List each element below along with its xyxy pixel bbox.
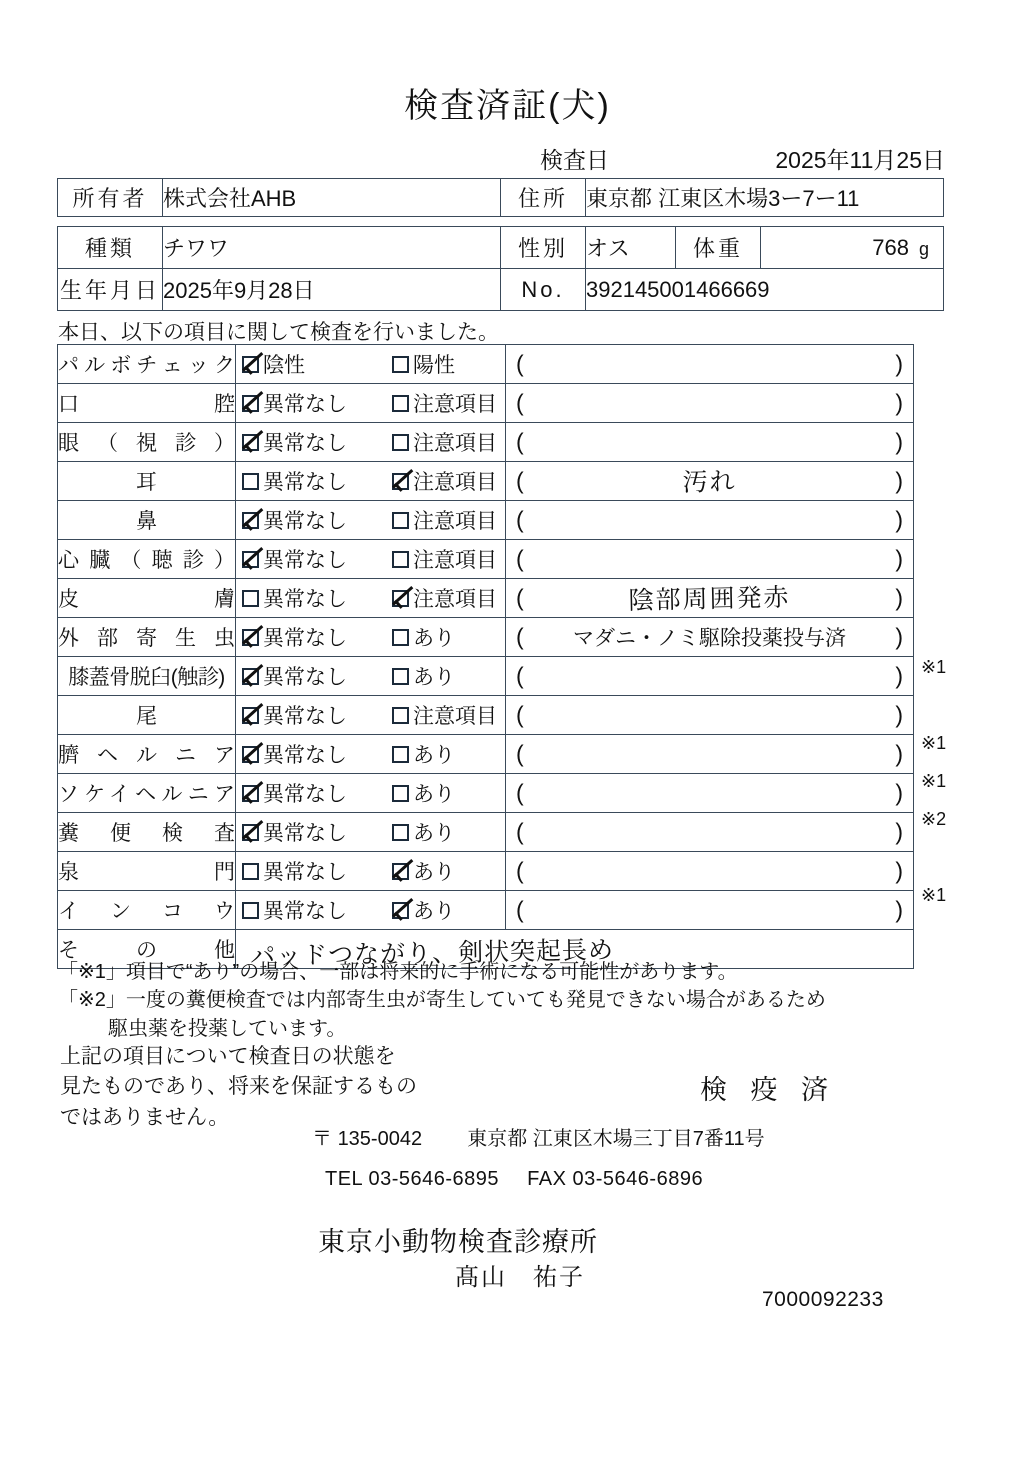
checkbox-option-1[interactable] — [242, 505, 392, 535]
checklist-row — [58, 657, 914, 696]
checkbox-option-label: あり — [413, 627, 455, 650]
checkbox-option-label: あり — [413, 861, 455, 884]
checkbox-option-label: 異常なし — [263, 471, 347, 494]
checkbox-option-label: 異常なし — [263, 510, 347, 533]
checklist-options-cell — [236, 540, 506, 579]
checked-checkbox-icon[interactable] — [392, 473, 409, 490]
no-label: No. — [501, 269, 586, 311]
checked-checkbox-icon[interactable] — [242, 434, 259, 451]
serial-number: 7000092233 — [762, 1288, 884, 1311]
empty-checkbox-icon[interactable] — [242, 902, 259, 919]
empty-checkbox-icon[interactable] — [242, 863, 259, 880]
checklist-note-cell — [506, 696, 914, 735]
checkbox-option-1[interactable] — [242, 544, 392, 574]
checkbox-option-label: 異常なし — [263, 783, 347, 806]
table-row — [58, 269, 944, 311]
checklist-row — [58, 618, 914, 657]
checkbox-option-label: 注意項目 — [413, 393, 497, 416]
checkbox-option-1[interactable] — [242, 388, 392, 418]
checked-checkbox-icon[interactable] — [242, 668, 259, 685]
checklist-note-cell — [506, 891, 914, 930]
checked-checkbox-icon[interactable] — [392, 902, 409, 919]
checklist-row — [58, 423, 914, 462]
handwritten-note: 陰部周囲発赤 — [628, 582, 791, 615]
checkbox-option-2[interactable] — [392, 583, 497, 613]
checkbox-option-1[interactable] — [242, 583, 392, 613]
checkbox-option-label: あり — [413, 783, 455, 806]
paren-right: ) — [895, 857, 903, 884]
checkbox-option-label: 注意項目 — [413, 432, 497, 455]
paren-left: ( — [516, 584, 524, 611]
weight-value: 768 — [872, 234, 909, 260]
paren-right: ) — [895, 896, 903, 923]
paren-right: ) — [895, 584, 903, 611]
checkbox-option-1[interactable] — [242, 895, 392, 925]
checkbox-option-label: あり — [413, 900, 455, 923]
checklist-item-label: 尾 — [58, 696, 236, 735]
checklist-note-cell — [506, 501, 914, 540]
checklist-note-cell — [506, 774, 914, 813]
checkbox-option-label: 異常なし — [263, 588, 347, 611]
checklist-options-cell — [236, 891, 506, 930]
checklist-note-cell — [506, 852, 914, 891]
birthdate-label: 生年月日 — [58, 269, 163, 311]
checkbox-option-2[interactable] — [392, 544, 497, 574]
checklist-options-cell — [236, 462, 506, 501]
table-row — [58, 179, 944, 217]
checkbox-option-label: 陽性 — [413, 354, 455, 377]
checklist-item-label: 泉 門 — [58, 852, 236, 891]
footnote-marker: ※2 — [921, 809, 947, 829]
breed-label: 種類 — [58, 227, 163, 269]
owner-table — [57, 178, 944, 217]
checkbox-option-label: 異常なし — [263, 705, 347, 728]
checkbox-option-1[interactable] — [242, 856, 392, 886]
footnote-1: 「※1」項目で“あり”の場合、一部は将来的に手術になる可能性があります。 — [58, 961, 738, 983]
checklist-row — [58, 891, 914, 930]
paren-right: ) — [895, 389, 903, 416]
checkbox-option-label: 異常なし — [263, 627, 347, 650]
footnote-marker: ※1 — [921, 733, 947, 753]
handwritten-note: 汚れ — [682, 466, 737, 497]
empty-checkbox-icon[interactable] — [392, 668, 409, 685]
checklist-options-cell — [236, 618, 506, 657]
checklist-note-cell — [506, 579, 914, 618]
paren-left: ( — [516, 623, 524, 650]
sex-value: オス — [586, 227, 676, 269]
checklist-row — [58, 579, 914, 618]
sex-label: 性別 — [501, 227, 586, 269]
footnote-marker — [915, 458, 1005, 496]
weight-label: 体重 — [676, 227, 761, 269]
checklist-note: マダニ・ノミ駆除投薬投与済 — [573, 627, 846, 650]
checkbox-option-2[interactable] — [392, 622, 455, 652]
checkbox-option-1[interactable] — [242, 817, 392, 847]
checklist-item-label: 口 腔 — [58, 384, 236, 423]
no-value: 392145001466669 — [586, 269, 944, 311]
footnote-marker — [915, 838, 1005, 876]
checkbox-option-2[interactable] — [392, 505, 497, 535]
checklist-row — [58, 813, 914, 852]
checkbox-option-label: 異常なし — [263, 900, 347, 923]
checked-checkbox-icon[interactable] — [392, 863, 409, 880]
paren-left: ( — [516, 740, 524, 767]
paren-left: ( — [516, 857, 524, 884]
paren-left: ( — [516, 350, 524, 377]
footnote-marker: ※1 — [921, 771, 947, 791]
checklist-row — [58, 345, 914, 384]
postal-mark-icon: 〒 — [312, 1128, 332, 1150]
paren-left: ( — [516, 701, 524, 728]
animal-table — [57, 226, 944, 311]
paren-right: ) — [895, 701, 903, 728]
checkbox-option-1[interactable] — [242, 661, 392, 691]
disclaimer-line-2: 見たものであり、将来を保証するもの — [60, 1075, 417, 1099]
paren-right: ) — [895, 662, 903, 689]
footnotes — [58, 958, 948, 1043]
paren-right: ) — [895, 779, 903, 806]
clinic-contact-line — [325, 1168, 703, 1191]
checkbox-option-2[interactable] — [392, 427, 497, 457]
checkbox-option-label: 注意項目 — [413, 705, 497, 728]
checklist-note-cell — [506, 345, 914, 384]
checklist-options-cell — [236, 735, 506, 774]
empty-checkbox-icon[interactable] — [392, 707, 409, 724]
checked-checkbox-icon[interactable] — [242, 746, 259, 763]
paren-right: ) — [895, 740, 903, 767]
inspection-date-row — [540, 142, 945, 175]
footnote-marker — [915, 686, 1005, 724]
inspection-date-label: 検査日 — [540, 147, 609, 173]
weight-value-cell — [761, 227, 944, 269]
checklist-options-cell — [236, 813, 506, 852]
checklist-options-cell — [236, 384, 506, 423]
address-label: 住所 — [501, 179, 586, 217]
owner-label: 所有者 — [58, 179, 163, 217]
paren-right: ) — [895, 428, 903, 455]
checklist-note-cell — [506, 423, 914, 462]
checklist-note-cell — [506, 813, 914, 852]
empty-checkbox-icon[interactable] — [392, 356, 409, 373]
postal-code: 135-0042 — [337, 1128, 423, 1150]
checklist-note-cell — [506, 384, 914, 423]
disclaimer-line-3: ではありません。 — [60, 1105, 230, 1129]
checklist-item-label: ソケイヘルニア — [58, 774, 236, 813]
checklist-note-cell — [506, 540, 914, 579]
empty-checkbox-icon[interactable] — [392, 746, 409, 763]
checklist-item-label: 皮 膚 — [58, 579, 236, 618]
checkbox-option-label: 注意項目 — [413, 588, 497, 611]
paren-left: ( — [516, 545, 524, 572]
other-label: そ の 他 — [58, 930, 236, 969]
checked-checkbox-icon[interactable] — [242, 395, 259, 412]
checklist-item-label: 眼 （ 視 診 ） — [58, 423, 236, 462]
footnote-marker — [915, 344, 1005, 382]
paren-right: ) — [895, 350, 903, 377]
checklist-item-label: パルボチェック — [58, 345, 236, 384]
checklist-row — [58, 384, 914, 423]
checklist-row — [58, 696, 914, 735]
checklist-options-cell — [236, 696, 506, 735]
paren-left: ( — [516, 506, 524, 533]
checked-checkbox-icon[interactable] — [242, 551, 259, 568]
checkbox-option-label: 注意項目 — [413, 549, 497, 572]
paren-left: ( — [516, 896, 524, 923]
footnote-2-line2: 駆虫薬を投薬しています。 — [108, 1017, 347, 1040]
checkbox-option-2[interactable] — [392, 739, 455, 769]
checkbox-option-label: 異常なし — [263, 861, 347, 884]
empty-checkbox-icon[interactable] — [392, 824, 409, 841]
checked-checkbox-icon[interactable] — [392, 590, 409, 607]
paren-left: ( — [516, 428, 524, 455]
paren-right: ) — [895, 818, 903, 845]
checkbox-option-label: 異常なし — [263, 822, 347, 845]
checkbox-option-2[interactable] — [392, 778, 455, 808]
disclaimer-line-1: 上記の項目について検査日の状態を — [60, 1045, 396, 1068]
checkbox-option-label: 異常なし — [263, 666, 347, 689]
paren-right: ) — [895, 506, 903, 533]
checklist-note-cell — [506, 618, 914, 657]
checkbox-option-1[interactable] — [242, 466, 392, 496]
checkbox-option-label: 異常なし — [263, 744, 347, 767]
footnote-marker — [915, 572, 1005, 610]
quarantine-stamp: 検 疫 済 — [700, 1075, 837, 1105]
checklist-table — [57, 344, 914, 969]
checked-checkbox-icon[interactable] — [242, 824, 259, 841]
empty-checkbox-icon[interactable] — [242, 590, 259, 607]
checkbox-option-2[interactable] — [392, 817, 455, 847]
checklist-row — [58, 774, 914, 813]
checklist-options-cell — [236, 423, 506, 462]
page-title: 検査済証(犬) — [404, 87, 611, 125]
checklist-row — [58, 540, 914, 579]
checklist-note-cell — [506, 657, 914, 696]
checkbox-option-2[interactable] — [392, 856, 455, 886]
checked-checkbox-icon[interactable] — [242, 785, 259, 802]
footnote-marker: ※1 — [921, 657, 947, 677]
empty-checkbox-icon[interactable] — [392, 551, 409, 568]
paren-left: ( — [516, 467, 524, 494]
checklist-row — [58, 501, 914, 540]
checklist-item-label: 耳 — [58, 462, 236, 501]
checked-checkbox-icon[interactable] — [242, 512, 259, 529]
checklist-item-label: 糞 便 検 査 — [58, 813, 236, 852]
checklist-note-cell — [506, 462, 914, 501]
footnote-marker — [915, 534, 1005, 572]
checklist-options-cell — [236, 774, 506, 813]
checklist-item-label: 鼻 — [58, 501, 236, 540]
checklist-options-cell — [236, 501, 506, 540]
checkbox-option-2[interactable] — [392, 466, 497, 496]
checkbox-option-label: あり — [413, 666, 455, 689]
empty-checkbox-icon[interactable] — [392, 395, 409, 412]
checkbox-option-label: 注意項目 — [413, 510, 497, 533]
checkbox-option-1[interactable] — [242, 739, 392, 769]
checklist-item-label: 膝蓋骨脱臼(触診) — [58, 657, 236, 696]
checklist-item-label: イ ン コ ウ — [58, 891, 236, 930]
checkbox-option-label: あり — [413, 822, 455, 845]
address-value: 東京都 江東区木場3ー7ー11 — [586, 179, 944, 217]
checklist-row — [58, 852, 914, 891]
footnote-marker — [915, 496, 1005, 534]
table-row — [58, 227, 944, 269]
checkbox-option-1[interactable] — [242, 622, 392, 652]
clinic-address-line — [312, 1122, 765, 1151]
checklist-item-label: 心 臓 （ 聴 診 ） — [58, 540, 236, 579]
empty-checkbox-icon[interactable] — [392, 512, 409, 529]
paren-left: ( — [516, 818, 524, 845]
checkbox-option-2[interactable] — [392, 349, 455, 379]
checkbox-option-2[interactable] — [392, 661, 455, 691]
empty-checkbox-icon[interactable] — [242, 473, 259, 490]
checkbox-option-2[interactable] — [392, 388, 497, 418]
checkbox-option-label: 異常なし — [263, 432, 347, 455]
paren-left: ( — [516, 389, 524, 416]
paren-left: ( — [516, 662, 524, 689]
checkbox-option-1[interactable] — [242, 700, 392, 730]
footnote-marker — [915, 420, 1005, 458]
paren-right: ) — [895, 467, 903, 494]
empty-checkbox-icon[interactable] — [392, 785, 409, 802]
clinic-name: 東京小動物検査診療所 — [318, 1227, 598, 1257]
footnote-markers-column — [915, 344, 1005, 914]
checklist-options-cell — [236, 657, 506, 696]
checklist-options-cell — [236, 345, 506, 384]
footnote-2-line1: 「※2」一度の糞便検査では内部寄生虫が寄生していても発見できない場合があるため — [58, 989, 826, 1012]
checkbox-option-label: 陰性 — [263, 354, 305, 377]
paren-left: ( — [516, 779, 524, 806]
owner-value: 株式会社AHB — [163, 179, 501, 217]
checkbox-option-label: 異常なし — [263, 393, 347, 416]
clinic-tel: TEL 03-5646-6895 — [325, 1168, 500, 1190]
checklist-options-cell — [236, 579, 506, 618]
intro-sentence: 本日、以下の項目に関して検査を行いました。 — [58, 321, 499, 344]
checklist-item-label: 外 部 寄 生 虫 — [58, 618, 236, 657]
checked-checkbox-icon[interactable] — [242, 629, 259, 646]
doctor-name: 髙山 祐子 — [455, 1264, 585, 1291]
clinic-fax: FAX 03-5646-6896 — [527, 1168, 704, 1190]
empty-checkbox-icon[interactable] — [392, 629, 409, 646]
checked-checkbox-icon[interactable] — [242, 707, 259, 724]
checklist-row — [58, 735, 914, 774]
handwritten-other-note: パッドつながり、剣状突起長め — [249, 935, 615, 971]
breed-value: チワワ — [163, 227, 501, 269]
checkbox-option-1[interactable] — [242, 778, 392, 808]
birthdate-value: 2025年9月28日 — [163, 269, 501, 311]
inspection-date-value: 2025年11月25日 — [775, 147, 945, 173]
clinic-address: 東京都 江東区木場三丁目7番11号 — [467, 1128, 765, 1150]
checkbox-option-label: あり — [413, 744, 455, 767]
checkbox-option-2[interactable] — [392, 700, 497, 730]
checkbox-option-label: 異常なし — [263, 549, 347, 572]
disclaimer — [60, 1042, 460, 1133]
checklist-note-cell — [506, 735, 914, 774]
paren-right: ) — [895, 623, 903, 650]
checkbox-option-2[interactable] — [392, 895, 455, 925]
empty-checkbox-icon[interactable] — [392, 434, 409, 451]
checkbox-option-1[interactable] — [242, 427, 392, 457]
checklist-options-cell — [236, 852, 506, 891]
footnote-marker: ※1 — [921, 885, 947, 905]
checkbox-option-1[interactable] — [242, 349, 392, 379]
checked-checkbox-icon[interactable] — [242, 356, 259, 373]
footnote-marker — [915, 610, 1005, 648]
weight-unit: g — [918, 238, 929, 259]
checklist-item-label: 臍 ヘ ル ニ ア — [58, 735, 236, 774]
paren-right: ) — [895, 545, 903, 572]
footnote-marker — [915, 382, 1005, 420]
checkbox-option-label: 注意項目 — [413, 471, 497, 494]
checklist-row — [58, 462, 914, 501]
